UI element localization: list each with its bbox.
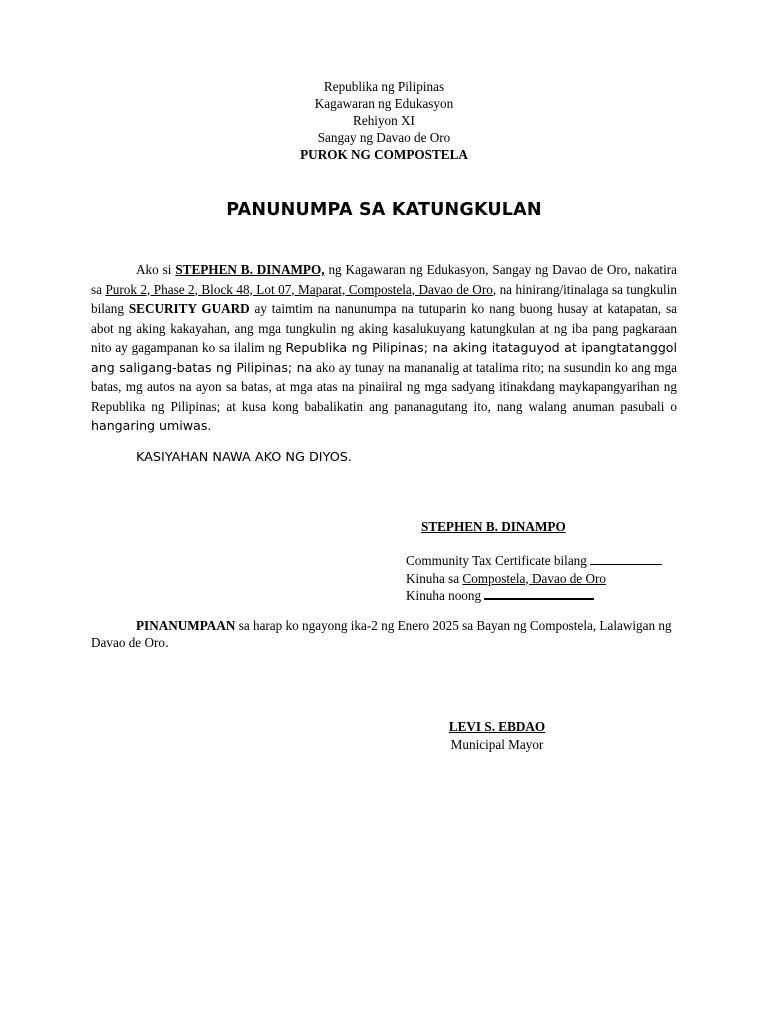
ctc-number-label: Community Tax Certificate bilang	[406, 553, 587, 568]
document-header	[0, 78, 768, 163]
oath-text-1: ng Kagawaran ng Edukasyon, Sangay ng Davao de Oro, nakatira sa	[91, 262, 678, 297]
oath-affiant-name: STEPHEN B. DINAMPO,	[175, 262, 325, 277]
oath-text-6: hangaring umiwas.	[91, 418, 212, 433]
oath-text-2: , na hinirang/itinalaga sa tungkulin bilang	[91, 281, 677, 316]
oath-text-3: ay taimtim na nanunumpa na tutuparin ko nang buong husay at katapatan, sa abot ng aking kakayahan, ang mga tungkulin ng aking kasalukuyang katungkulan at ng iba pang pagkaraan nito ay gagampanan ko sa ilalim ng	[91, 301, 677, 355]
affiant-signature-name: STEPHEN B. DINAMPO	[421, 519, 566, 534]
header-division: Sangay ng Davao de Oro	[317, 130, 451, 145]
ctc-date-line	[406, 587, 662, 605]
mayor-title: Municipal Mayor	[450, 737, 544, 752]
header-department: Kagawaran ng Edukasyon	[314, 96, 454, 111]
ctc-place-line	[406, 570, 662, 588]
ctc-number-blank	[590, 553, 662, 565]
header-republic: Republika ng Pilipinas	[323, 79, 445, 94]
oath-address: Purok 2, Phase 2, Block 48, Lot 07, Maparat, Compostela, Davao de Oro	[105, 281, 493, 297]
ctc-date-label: Kinuha noong	[406, 588, 482, 603]
oath-text-4: Republika ng Pilipinas; na aking itataguyod at ipangtatanggol ang saligang-batas ng Pilipinas; na	[91, 340, 678, 375]
oath-paragraph	[91, 260, 677, 436]
ctc-date-blank	[484, 587, 594, 600]
community-tax-certificate-block	[406, 552, 662, 605]
document-title: PANUNUMPA SA KATUNGKULAN	[226, 200, 542, 220]
header-region: Rehiyon XI	[353, 113, 415, 128]
mayor-signature-block	[397, 718, 597, 754]
ctc-place-value: Compostela, Davao de Oro	[462, 570, 606, 586]
sworn-text: sa harap ko ngayong ika-2 ng Enero 2025 sa Bayan ng Compostela, Lalawigan ng Davao de Oro	[91, 618, 672, 650]
sworn-end: .	[164, 635, 169, 650]
closing-invocation: KASIYAHAN NAWA AKO NG DIYOS.	[136, 450, 352, 465]
ctc-place-label: Kinuha sa	[406, 570, 460, 586]
oath-position: SECURITY GUARD	[128, 301, 250, 316]
header-district: PUROK NG COMPOSTELA	[300, 147, 468, 162]
ctc-number-line	[406, 552, 662, 570]
sworn-label: PINANUMPAAN	[136, 618, 236, 633]
sworn-statement	[91, 617, 677, 651]
oath-text-5: ako ay tunay na mananalig at tatalima rito; na susundin ko ang mga batas, mg autos na ayon sa batas, at mga atas na pinaiiral ng mga sadyang itinakdang maykapangyarihan ng Republika ng Pilipinas; at kusa kong babalikatin ang pananagutang ito, nang walang anuman pasubali o	[91, 359, 678, 414]
oath-intro: Ako si	[136, 262, 172, 277]
mayor-name: LEVI S. EBDAO	[448, 719, 546, 734]
